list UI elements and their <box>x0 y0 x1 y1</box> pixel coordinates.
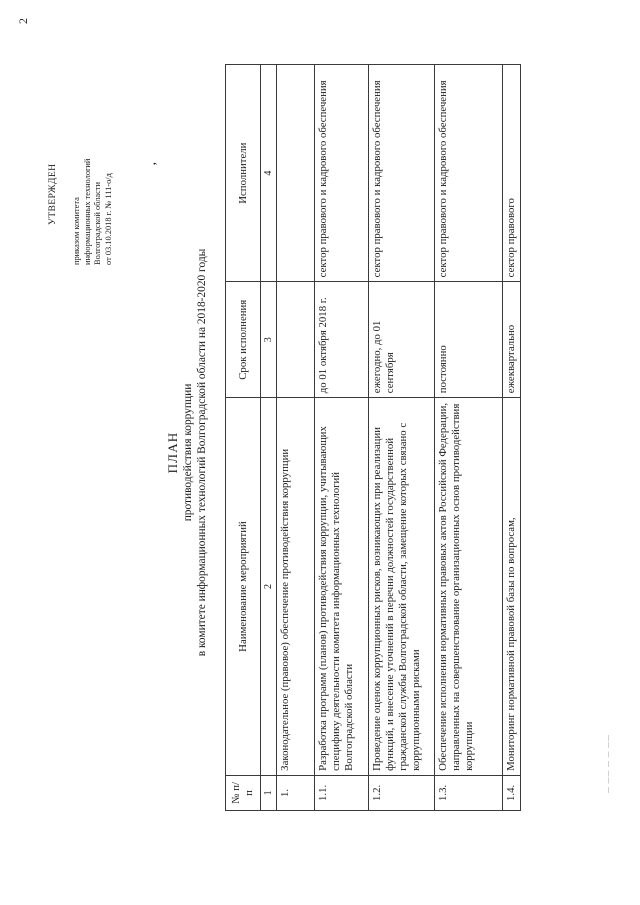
plan-table <box>225 64 521 811</box>
table-row <box>435 65 503 811</box>
row-name: Мониторинг нормативной правовой базы по вопросам, <box>503 398 521 776</box>
plan-subtitle: противодействия коррупции <box>182 383 194 522</box>
column-number: 4 <box>261 65 277 282</box>
row-deadline: до 01 октября 2018 г. <box>315 282 369 398</box>
table-row <box>277 65 315 811</box>
header-deadline: Срок исполнения <box>226 282 261 398</box>
row-name: Законодательное (правовое) обеспечение противодействия коррупции <box>277 398 315 776</box>
table-header-row <box>226 65 261 811</box>
plan-title: ПЛАН <box>165 431 180 474</box>
approval-title: УТВЕРЖДЕН <box>47 163 58 225</box>
approval-line: информационных технологий <box>82 158 92 265</box>
row-deadline: ежегодно, до 01 сентября <box>369 282 435 398</box>
row-name: Разработка программ (планов) противодействия коррупции, учитывающих специфику деятельности комитета информационных технологий Волгоградской области <box>315 398 369 776</box>
row-number: 1. <box>277 775 315 810</box>
row-number: 1.3. <box>435 775 503 810</box>
table-row <box>315 65 369 811</box>
row-executor <box>277 65 315 282</box>
row-executor: сектор правового и кадрового обеспечения <box>315 65 369 282</box>
row-number: 1.2. <box>369 775 435 810</box>
approval-line: от 03.10.2018 г. № 111-о/д <box>104 173 114 265</box>
table-row <box>369 65 435 811</box>
row-number: 1.4. <box>503 775 521 810</box>
approval-line: приказом комитета <box>71 197 81 265</box>
stray-mark: , <box>147 162 158 165</box>
table-row <box>503 65 521 811</box>
scan-edge-mark: — —— — — —— <box>606 734 612 793</box>
plan-subtitle-scope: в комитете информационных технологий Волгоградской области на 2018-2020 годы <box>196 248 208 657</box>
column-number: 2 <box>261 398 277 776</box>
plan-heading <box>165 0 209 905</box>
row-deadline <box>277 282 315 398</box>
header-name: Наименование мероприятий <box>226 398 261 776</box>
page-number: 2 <box>16 18 30 24</box>
row-deadline: ежеквартально <box>503 282 521 398</box>
column-number: 1 <box>261 775 277 810</box>
header-executor: Исполнители <box>226 65 261 282</box>
row-deadline: постоянно <box>435 282 503 398</box>
column-number: 3 <box>261 282 277 398</box>
row-name: Проведение оценок коррупционных рисков, возникающих при реализации функций, и внесение уточнений в перечни должностей государственной гражданской службы Волгоградской области, замещение которых связано с коррупционными рисками <box>369 398 435 776</box>
approval-line: Волгоградской области <box>93 182 103 265</box>
row-number: 1.1. <box>315 775 369 810</box>
column-number-row <box>261 65 277 811</box>
header-number: № п/п <box>226 775 261 810</box>
row-name: Обеспечение исполнения нормативных правовых актов Российской Федерации, направленных на совершенствование организационных основ противодействия коррупции <box>435 398 503 776</box>
row-executor: сектор правового и кадрового обеспечения <box>435 65 503 282</box>
approval-stamp <box>48 159 115 265</box>
row-executor: сектор правового <box>503 65 521 282</box>
row-executor: сектор правового и кадрового обеспечения <box>369 65 435 282</box>
